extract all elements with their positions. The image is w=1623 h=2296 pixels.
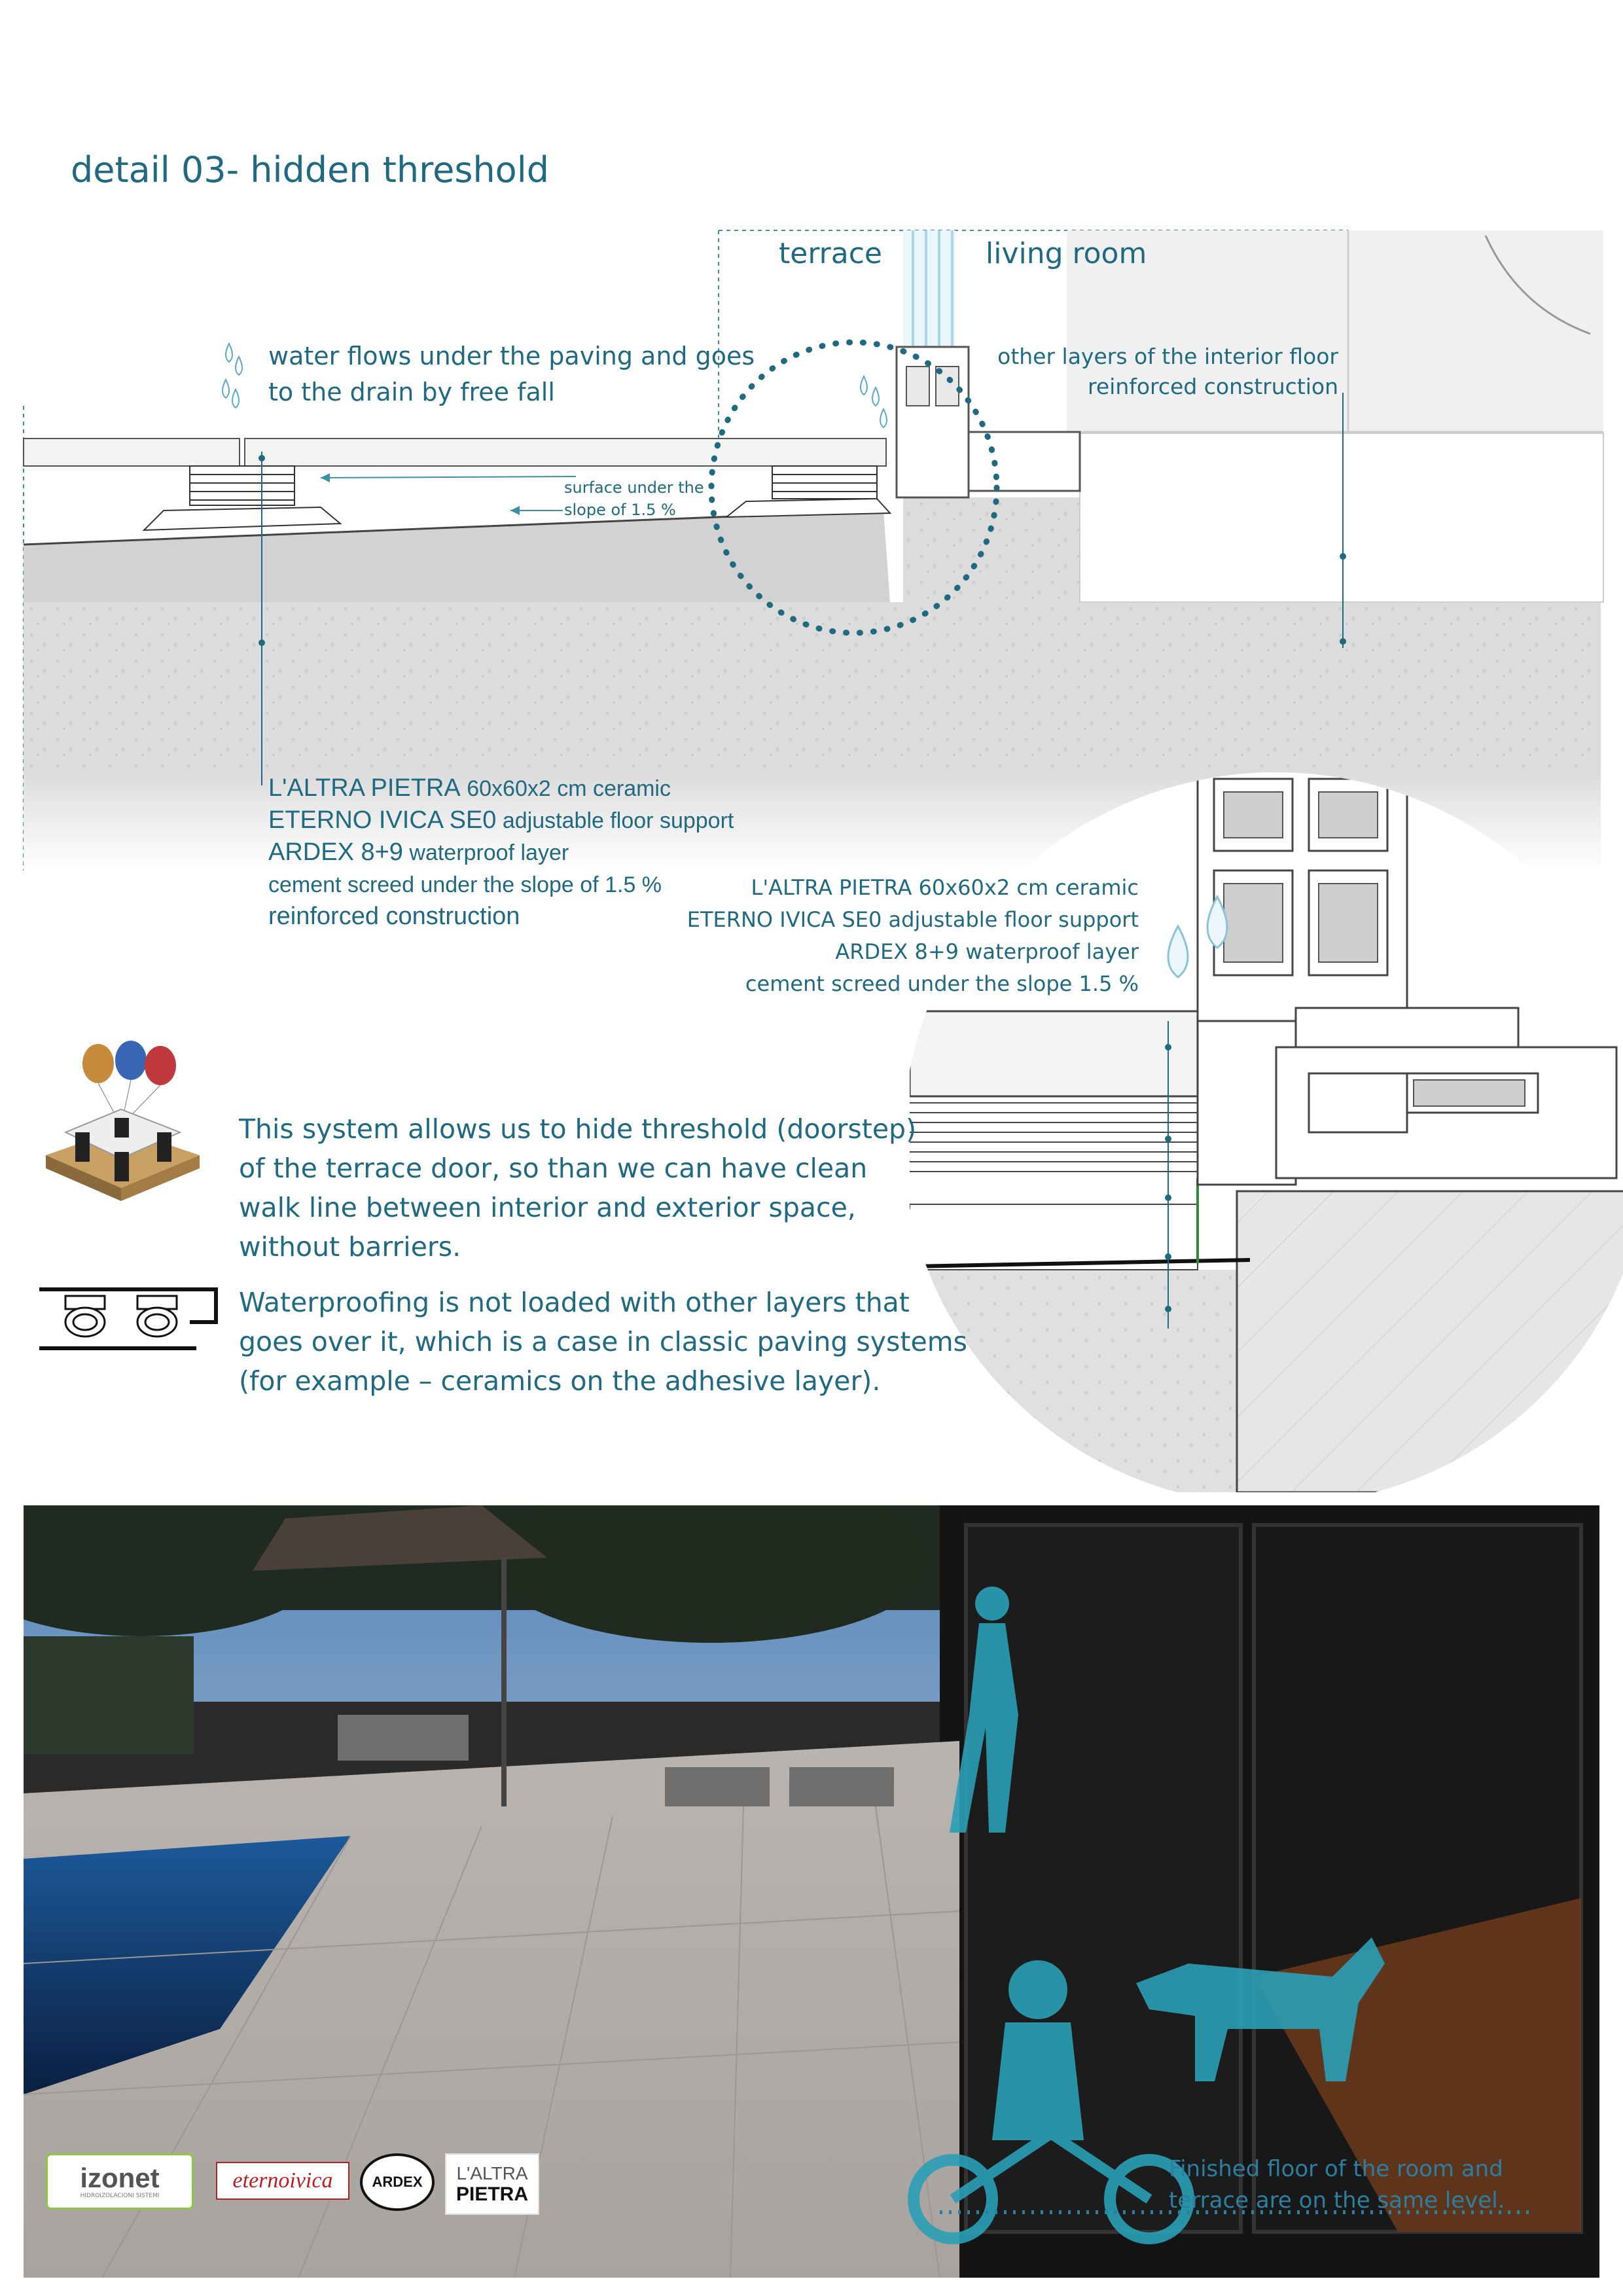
laltrapietra-logo — [445, 2153, 539, 2215]
izonet-logo-text: izonet — [80, 2162, 160, 2193]
photo-caption — [1169, 2153, 1505, 2216]
detail-legend-item: L'ALTRA PIETRA 60x60x2 cm ceramic — [751, 875, 1139, 900]
caption-line-2: terrace are on the same level. — [1169, 2187, 1505, 2214]
paragraph-line: goes over it, which is a case in classic paving systems — [239, 1326, 968, 1357]
slope-note-line-2: slope of 1.5 % — [564, 501, 676, 519]
paragraph-line: of the terrace door, so than we can have clean — [239, 1153, 868, 1184]
paragraph-waterproofing — [239, 1283, 967, 1401]
caption-line-1: Finished floor of the room and — [1169, 2156, 1503, 2182]
water-note-line-2: to the drain by free fall — [268, 378, 555, 406]
laltrapietra-logo-bottom: PIETRA — [455, 2183, 528, 2205]
legend-item: reinforced construction — [268, 903, 520, 930]
paragraph-line: Waterproofing is not loaded with other layers that — [239, 1287, 910, 1318]
legend-item: cement screed under the slope of 1.5 % — [268, 872, 662, 897]
ardex-logo — [360, 2153, 435, 2211]
legend-item: ETERNO IVICA SE0 adjustable floor support — [268, 806, 734, 834]
detail-legend — [674, 872, 1139, 1000]
legend-item: L'ALTRA PIETRA 60x60x2 cm ceramic — [268, 774, 671, 802]
paragraph-line: This system allows us to hide threshold (doorstep) — [239, 1113, 917, 1145]
section-legend — [268, 772, 734, 933]
terrace-label: terrace — [779, 237, 882, 270]
paragraph-line: (for example – ceramics on the adhesive layer). — [239, 1365, 881, 1397]
paragraph-threshold — [239, 1109, 916, 1266]
legend-item: ARDEX 8+9 waterproof layer — [268, 838, 569, 866]
izonet-logo-subtext: HIDROIZOLACIONI SISTEMI — [80, 2193, 160, 2199]
page-title: detail 03- hidden threshold — [71, 149, 550, 190]
living-room-label: living room — [986, 237, 1147, 270]
eternoivica-logo — [216, 2162, 349, 2200]
paragraph-line: walk line between interior and exterior space, — [239, 1192, 856, 1223]
interior-note-line-1: other layers of the interior floor — [997, 344, 1338, 369]
izonet-logo — [46, 2153, 194, 2210]
detail-legend-item: ETERNO IVICA SE0 adjustable floor support — [687, 907, 1139, 932]
detail-legend-item: ARDEX 8+9 waterproof layer — [835, 939, 1139, 964]
detail-legend-item: cement screed under the slope 1.5 % — [745, 971, 1139, 996]
waterproofing-diagram-icon — [39, 1283, 229, 1355]
pedestal-illustration — [39, 1041, 203, 1211]
slope-note-line-1: surface under the — [564, 478, 704, 497]
eternoivica-logo-text: eternoivica — [232, 2168, 333, 2193]
ardex-logo-text: ARDEX — [372, 2174, 423, 2190]
water-note-line-1: water flows under the paving and goes — [268, 342, 755, 370]
interior-note-line-2: reinforced construction — [1088, 374, 1338, 399]
paragraph-line: without barriers. — [239, 1231, 461, 1263]
interior-note — [969, 342, 1338, 402]
slope-note — [564, 476, 704, 521]
laltrapietra-logo-top: L'ALTRA — [456, 2163, 528, 2183]
water-note — [268, 338, 755, 410]
